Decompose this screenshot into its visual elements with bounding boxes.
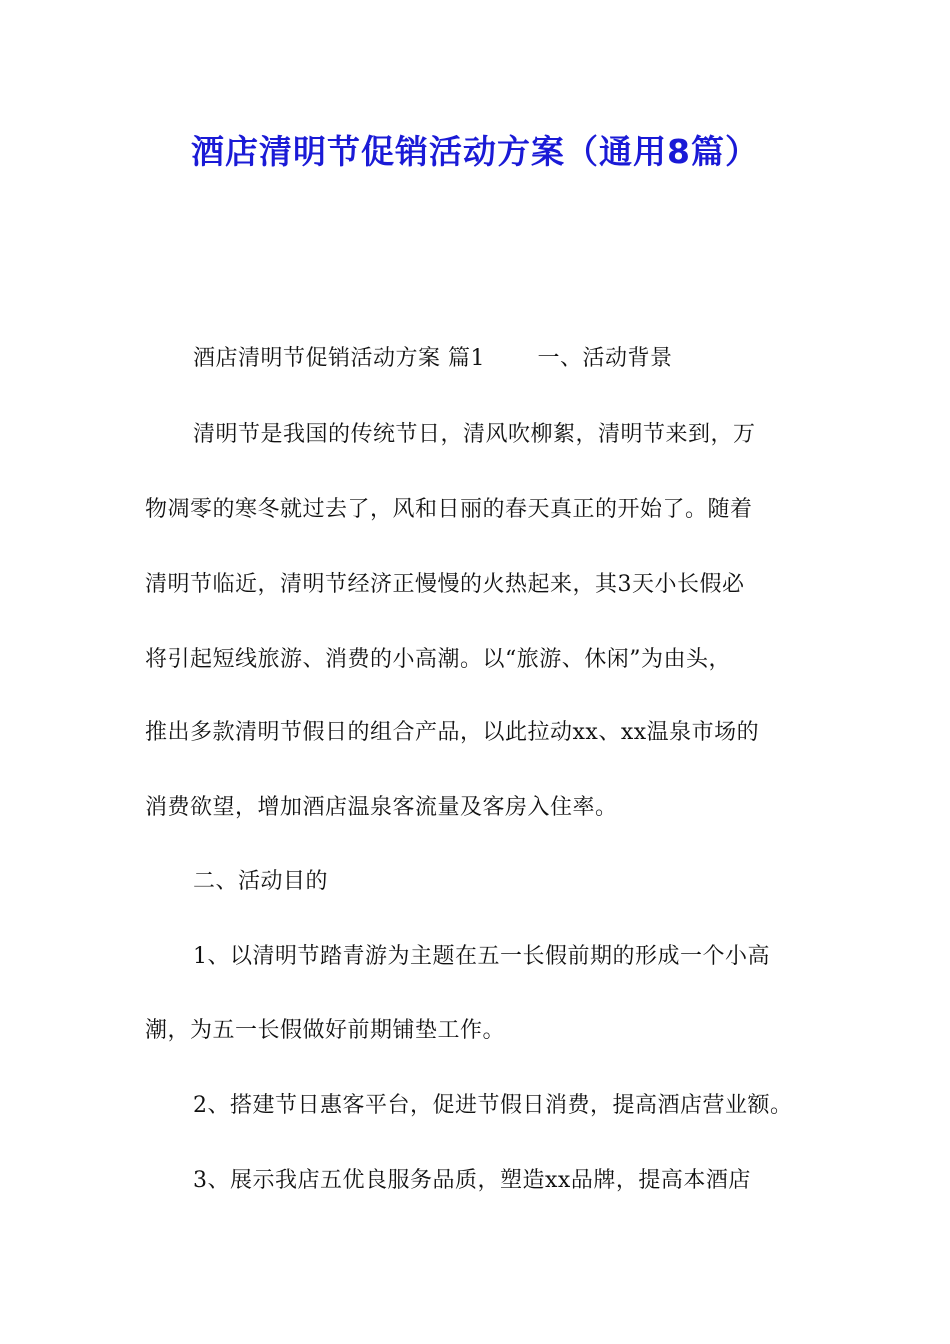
paragraph-line: 清明节是我国的传统节日，清风吹柳絮，清明节来到，万 [193, 422, 756, 447]
section-heading-line: 酒店清明节促销活动方案 篇1 一、活动背景 [193, 346, 673, 371]
paragraph-line: 3、展示我店五优良服务品质，塑造xx品牌，提高本酒店 [193, 1168, 751, 1193]
paragraph-line: 物凋零的寒冬就过去了，风和日丽的春天真正的开始了。随着 [145, 497, 753, 522]
paragraph-line: 清明节临近，清明节经济正慢慢的火热起来，其3天小长假必 [145, 572, 745, 597]
paragraph-line: 潮，为五一长假做好前期铺垫工作。 [145, 1018, 506, 1043]
paragraph-line: 2、搭建节日惠客平台，促进节假日消费，提高酒店营业额。 [193, 1093, 793, 1118]
section-heading-line: 二、活动目的 [193, 869, 329, 894]
document-title: 酒店清明节促销活动方案（通用8篇） [191, 132, 759, 171]
paragraph-line: 消费欲望，增加酒店温泉客流量及客房入住率。 [145, 795, 618, 820]
paragraph-line: 1、以清明节踏青游为主题在五一长假前期的形成一个小高 [193, 944, 770, 969]
paragraph-line: 将引起短线旅游、消费的小高潮。以“旅游、休闲”为由头， [145, 647, 731, 672]
paragraph-line: 推出多款清明节假日的组合产品，以此拉动xx、xx温泉市场的 [145, 720, 760, 745]
